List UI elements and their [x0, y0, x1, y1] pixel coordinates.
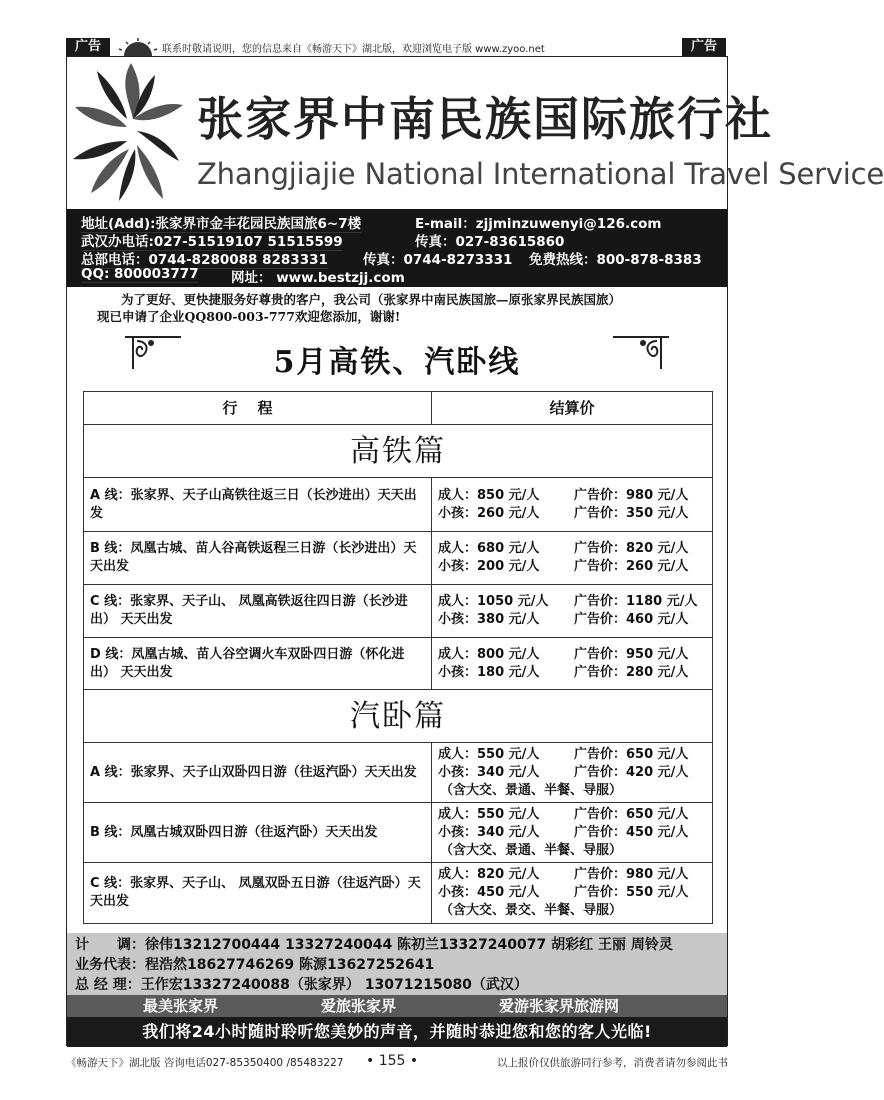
- notice-line-1: 为了更好、更快捷服务好尊贵的客户，我公司（张家界中南民族国旅—原张家界民族国旅）: [121, 292, 622, 307]
- child-ad-price: 广告价：550 元/人: [574, 885, 689, 900]
- top-note: 联系时敬请说明，您的信息来自《畅游天下》湖北版，欢迎浏览电子版 www.zyoo.net: [162, 44, 545, 55]
- wuhan-phone: 武汉办电话:027-51519107 51515599: [81, 230, 343, 251]
- staff-dispatch: 计 调：徐伟13212700444 13327240044 陈初兰13327240077 胡彩红 王丽 周铃灵: [75, 937, 673, 953]
- adult-ad-price: 广告价：980 元/人: [574, 867, 689, 882]
- table-row: [84, 803, 712, 863]
- company-name-cn: 张家界中南民族国际旅行社: [197, 92, 773, 146]
- route-cell: A 线：张家界、天子山双卧四日游（往返汽卧）天天出发: [84, 743, 432, 802]
- child-ad-price: 广告价：280 元/人: [574, 664, 689, 680]
- price-cell: [432, 863, 712, 923]
- route-cell: A 线：张家界、天子山高铁往返三日（长沙进出）天天出发: [84, 478, 432, 531]
- header-route: 行程: [84, 392, 432, 424]
- adult-ad-price: 广告价：1180 元/人: [574, 594, 698, 609]
- route-cell: B 线：凤凰古城、苗人谷高铁返程三日游（长沙进出）天天出发: [84, 532, 432, 584]
- website: 网址： www.bestzjj.com: [231, 270, 405, 286]
- child-ad-price: 广告价：450 元/人: [574, 824, 689, 840]
- ad-tag-left: 广告: [66, 38, 110, 56]
- contact-band: [67, 209, 727, 287]
- wuhan-fax: 传真：027-83615860: [415, 234, 565, 250]
- child-ad-price: 广告价：260 元/人: [574, 559, 689, 574]
- email: E-mail：zjjminzuwenyi@126.com: [415, 216, 662, 232]
- slogan-bar: [67, 995, 727, 1017]
- page-number: • 155 •: [366, 1053, 419, 1069]
- adult-ad-price: 广告价：980 元/人: [574, 487, 689, 503]
- logo-header: [67, 57, 884, 209]
- adult-ad-price: 广告价：650 元/人: [574, 806, 689, 822]
- hq-fax: 传真：0744-8273331: [363, 252, 513, 268]
- adult-ad-price: 广告价：650 元/人: [574, 746, 689, 762]
- price-cell: [432, 532, 712, 584]
- welcome-message: 我们将24小时随时聆听您美妙的声音，并随时恭迎您和您的客人光临!: [67, 1017, 727, 1047]
- adult-price: 成人：550 元/人: [438, 806, 540, 822]
- notice-line-2: 现已申请了企业QQ800-003-777欢迎您添加，谢谢!: [97, 309, 401, 324]
- section-title: 高铁篇: [84, 425, 712, 478]
- slogan: 爱旅张家界: [321, 997, 397, 1015]
- price-cell: [432, 743, 712, 802]
- adult-ad-price: 广告价：950 元/人: [574, 646, 689, 662]
- child-price: 小孩：340 元/人: [438, 824, 540, 840]
- slogan: 最美张家界: [143, 997, 219, 1015]
- table-row: [84, 863, 712, 923]
- child-price: 小孩：200 元/人: [438, 559, 540, 574]
- hq-phone: 总部电话：0744-8280088 8283331: [81, 248, 328, 269]
- ad-frame: [66, 56, 884, 1046]
- table-row: [84, 743, 712, 803]
- footer-left: 《畅游天下》湖北版 咨询电话027-85350400 /85483227: [66, 1057, 344, 1069]
- slogan: 爱游张家界旅游网: [499, 997, 620, 1015]
- footer-right: 以上报价仅供旅游同行参考，消费者请勿参阅此书: [497, 1057, 728, 1069]
- address: 地址(Add):张家界市金丰花园民族国旅6~7楼: [81, 212, 361, 233]
- page-title: 5月高铁、汽卧线: [273, 345, 521, 380]
- includes-note: （含大交、景通、半餐、导服）: [440, 782, 623, 798]
- child-price: 小孩：180 元/人: [438, 664, 540, 680]
- company-name-en: Zhangjiajie National International Travel Service: [197, 157, 884, 191]
- section-title: 汽卧篇: [84, 690, 712, 743]
- adult-price: 成人：800 元/人: [438, 646, 540, 662]
- route-cell: B 线：凤凰古城双卧四日游（往返汽卧）天天出发: [84, 803, 432, 862]
- price-cell: [432, 803, 712, 862]
- adult-price: 成人：850 元/人: [438, 487, 540, 503]
- route-cell: D 线：凤凰古城、苗人谷空调火车双卧四日游（怀化进出） 天天出发: [84, 638, 432, 689]
- qq: QQ: 800003777: [81, 266, 199, 282]
- price-cell: [432, 478, 712, 531]
- price-cell: [432, 585, 712, 637]
- table-row: [84, 638, 712, 690]
- child-price: 小孩：380 元/人: [438, 612, 540, 627]
- child-ad-price: 广告价：350 元/人: [574, 505, 689, 521]
- ad-tag-right: 广告: [682, 38, 726, 56]
- child-price: 小孩：450 元/人: [438, 885, 540, 900]
- adult-price: 成人：680 元/人: [438, 541, 540, 556]
- includes-note: （含大交、景通、半餐、导服）: [440, 842, 623, 858]
- sun-icon: [118, 38, 158, 56]
- staff-sales: 业务代表：程浩然18627746269 陈源13627252641: [75, 957, 435, 973]
- child-ad-price: 广告价：420 元/人: [574, 764, 689, 780]
- hotline: 免费热线：800-878-8383: [529, 252, 702, 268]
- page-footer: [66, 1055, 728, 1071]
- child-price: 小孩：340 元/人: [438, 764, 540, 780]
- adult-price: 成人：1050 元/人: [438, 594, 549, 609]
- route-price-table: [83, 391, 713, 924]
- staff-manager: 总 经 理：王作宏13327240088（张家界） 13071215080（武汉）: [75, 977, 528, 993]
- adult-price: 成人：550 元/人: [438, 746, 540, 762]
- child-ad-price: 广告价：460 元/人: [574, 612, 689, 627]
- table-row: [84, 585, 712, 638]
- table-header: [84, 392, 712, 425]
- child-price: 小孩：260 元/人: [438, 505, 540, 521]
- price-cell: [432, 638, 712, 689]
- table-row: [84, 532, 712, 585]
- adult-ad-price: 广告价：820 元/人: [574, 541, 689, 556]
- swirl-star-logo-icon: [71, 61, 189, 205]
- staff-contacts: [67, 933, 727, 995]
- table-row: [84, 478, 712, 532]
- top-strip: [66, 38, 726, 56]
- route-cell: C 线：张家界、天子山、 凤凰高铁返往四日游（长沙进出） 天天出发: [84, 585, 432, 637]
- header-price: 结算价: [549, 399, 595, 417]
- includes-note: （含大交、景交、半餐、导服）: [440, 903, 623, 918]
- adult-price: 成人：820 元/人: [438, 867, 540, 882]
- route-cell: C 线：张家界、天子山、 凤凰双卧五日游（往返汽卧）天天出发: [84, 863, 432, 923]
